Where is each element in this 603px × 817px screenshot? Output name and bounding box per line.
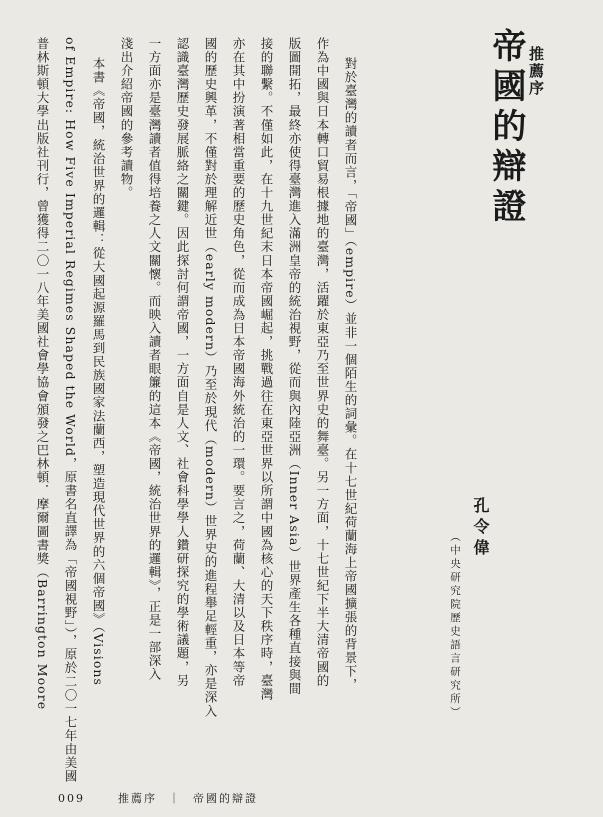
author-name: 孔令偉 xyxy=(471,497,490,560)
section-label: 推薦序 xyxy=(527,46,545,97)
footer-title: 帝國的辯證 xyxy=(193,792,258,805)
body-column: 本書《帝國，統治世界的邏輯：從大國起源羅馬到民族國家法蘭西，塑造現代世界的六個帝國》（Visions xyxy=(91,57,106,686)
body-column: 普林斯頓大學出版社刊行，曾獲得二〇一八年美國社會學協會頒發之巴林頓．摩爾圖書獎（Barrington Moore xyxy=(35,37,50,711)
footer-separator: ｜ xyxy=(168,792,182,805)
page-footer xyxy=(58,790,258,806)
body-column: of Empire: How Five Imperial Regimes Shaped the World，原書名直譯為「帝國視野」），原於二〇一七年由美國 xyxy=(63,37,78,784)
body-column: 作為中國與日本轉口貿易根據地的臺灣，活躍於東亞乃至世界史的舞臺。另一方面，十七世紀下半大清帝國的 xyxy=(315,37,330,688)
page-title: 帝國的辯證 xyxy=(486,28,526,228)
body-column: 國的歷史興革，不僅對於理解近世（early modern）乃至於現代（modern）世界史的進程舉足輕重，亦是深入 xyxy=(203,37,218,718)
body-column: 一方面亦是臺灣讀者值得培養之人文關懷。而映入讀者眼簾的這本《帝國，統治世界的邏輯》，正是一部深入 xyxy=(147,37,162,682)
body-column: 對於臺灣的讀者而言，「帝國」（empire）並非一個陌生的詞彙。在十七世紀荷蘭海上帝國擴張的背景下， xyxy=(343,57,358,692)
author-affiliation: （中央研究院歷史語言研究所） xyxy=(449,531,461,720)
footer-section: 推薦序 xyxy=(118,792,157,805)
body-column: 接的聯繫。不僅如此，在十九世紀末日本帝國崛起，挑戰過往在東亞世界以所謂中國為核心的天下秩序時，臺灣 xyxy=(259,37,274,701)
body-column: 淺出介紹帝國的參考讀物。 xyxy=(119,37,134,200)
page-number: 009 xyxy=(58,792,85,805)
body-column: 版圖開拓，最終亦使得臺灣進入滿洲皇帝的統治視野，從而與內陸亞洲（Inner Asia）世界產生各種直接與間 xyxy=(287,37,302,696)
body-column: 亦在其中扮演著相當重要的歷史角色，從而成為日本帝國海外統治的一環。要言之，荷蘭、大清以及日本等帝 xyxy=(231,37,246,688)
body-column: 認識臺灣歷史發展脈絡之關鍵。因此探討何謂帝國，一方面自是人文、社會科學學人鑽研探究的學術議題，另 xyxy=(175,37,190,688)
